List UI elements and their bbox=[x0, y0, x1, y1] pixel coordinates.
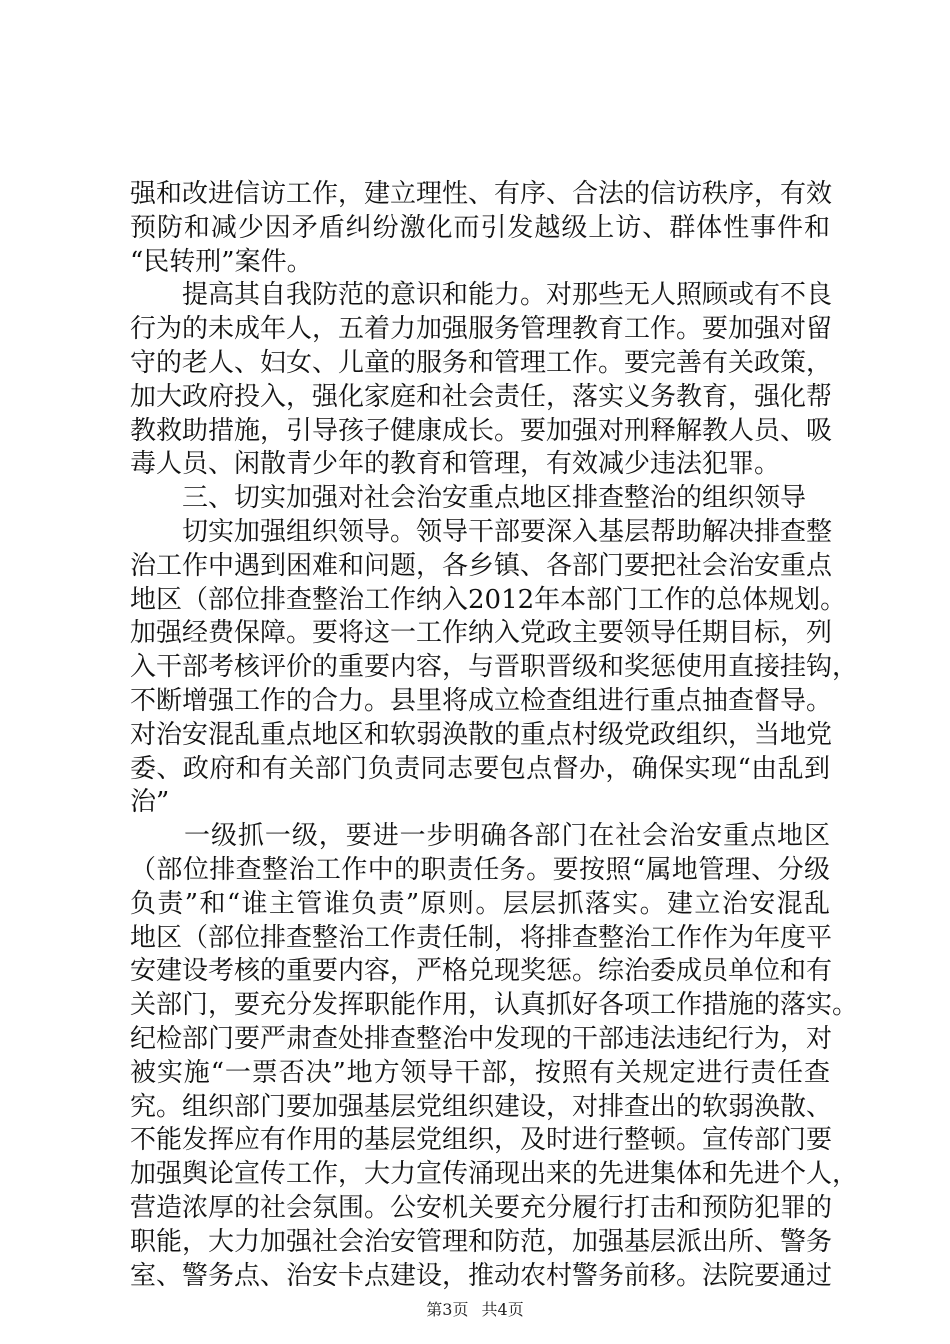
text-line: 守的老人、妇女、儿童的服务和管理工作。要完善有关政策， bbox=[130, 347, 833, 378]
text-line: 加强经费保障。要将这一工作纳入党政主要领导任期目标，列 bbox=[130, 618, 833, 649]
text-line: 治” bbox=[130, 787, 170, 818]
text-line: 委、政府和有关部门负责同志要包点督办，确保实现“由乱到 bbox=[130, 753, 830, 784]
text-line: 强和改进信访工作，建立理性、有序、合法的信访秩序，有效 bbox=[130, 179, 833, 209]
text-line: 被实施“一票否决”地方领导干部，按照有关规定进行责任查 bbox=[130, 1057, 830, 1088]
text-line: 教救助措施，引导孩子健康成长。要加强对刑释解教人员、吸 bbox=[130, 415, 833, 446]
text-line: 地区（部位排查整治工作纳入2012年本部门工作的总体规划。 bbox=[130, 584, 847, 615]
text-line: 究。组织部门要加强基层党组织建设，对排查出的软弱涣散、 bbox=[130, 1091, 833, 1122]
page-total: 共4页 bbox=[481, 1300, 524, 1319]
text-line: 对治安混乱重点地区和软弱涣散的重点村级党政组织，当地党 bbox=[130, 719, 833, 750]
text-line: 负责”和“谁主管谁负责”原则。层层抓落实。建立治安混乱 bbox=[130, 888, 830, 919]
page-footer bbox=[0, 1300, 950, 1320]
text-line: 行为的未成年人，五着力加强服务管理教育工作。要加强对留 bbox=[130, 314, 833, 345]
text-line: 治工作中遇到困难和问题，各乡镇、各部门要把社会治安重点 bbox=[130, 550, 833, 581]
text-line: 不断增强工作的合力。县里将成立检查组进行重点抽查督导。 bbox=[130, 685, 833, 716]
text-line: 提高其自我防范的意识和能力。对那些无人照顾或有不良 bbox=[182, 280, 833, 311]
body-text bbox=[130, 178, 859, 1293]
text-line: 职能，大力加强社会治安管理和防范，加强基层派出所、警务 bbox=[130, 1226, 833, 1257]
text-line: 预防和减少因矛盾纠纷激化而引发越级上访、群体性事件和 bbox=[130, 212, 830, 243]
text-line: 营造浓厚的社会氛围。公安机关要充分履行打击和预防犯罪的 bbox=[130, 1192, 833, 1223]
text-line: 室、警务点、治安卡点建设，推动农村警务前移。法院要通过 bbox=[130, 1260, 833, 1291]
text-line: 切实加强组织领导。领导干部要深入基层帮助解决排查整 bbox=[182, 516, 833, 547]
text-line: 毒人员、闲散青少年的教育和管理，有效减少违法犯罪。 bbox=[130, 449, 781, 480]
text-line: 加大政府投入，强化家庭和社会责任，落实义务教育，强化帮 bbox=[130, 381, 833, 412]
text-line: 地区（部位排查整治工作责任制，将排查整治工作作为年度平 bbox=[130, 922, 833, 953]
text-line: 关部门，要充分发挥职能作用，认真抓好各项工作措施的落实。 bbox=[130, 990, 859, 1021]
text-line: 安建设考核的重要内容，严格兑现奖惩。综治委成员单位和有 bbox=[130, 956, 833, 987]
text-line: 加强舆论宣传工作，大力宣传涌现出来的先进集体和先进个人， bbox=[130, 1159, 859, 1190]
page-number: 第3页 bbox=[426, 1300, 469, 1319]
section-heading: 三、切实加强对社会治安重点地区排查整治的组织领导 bbox=[182, 483, 807, 514]
text-line: “民转刑”案件。 bbox=[130, 246, 313, 277]
text-line: 入干部考核评价的重要内容，与晋职晋级和奖惩使用直接挂钩， bbox=[130, 652, 859, 683]
text-line: 纪检部门要严肃查处排查整治中发现的干部违法违纪行为，对 bbox=[130, 1023, 833, 1054]
text-line: 一级抓一级，要进一步明确各部门在社会治安重点地区 bbox=[184, 821, 830, 852]
text-line: 不能发挥应有作用的基层党组织，及时进行整顿。宣传部门要 bbox=[130, 1125, 833, 1156]
text-line: （部位排查整治工作中的职责任务。要按照“属地管理、分级 bbox=[130, 854, 830, 885]
